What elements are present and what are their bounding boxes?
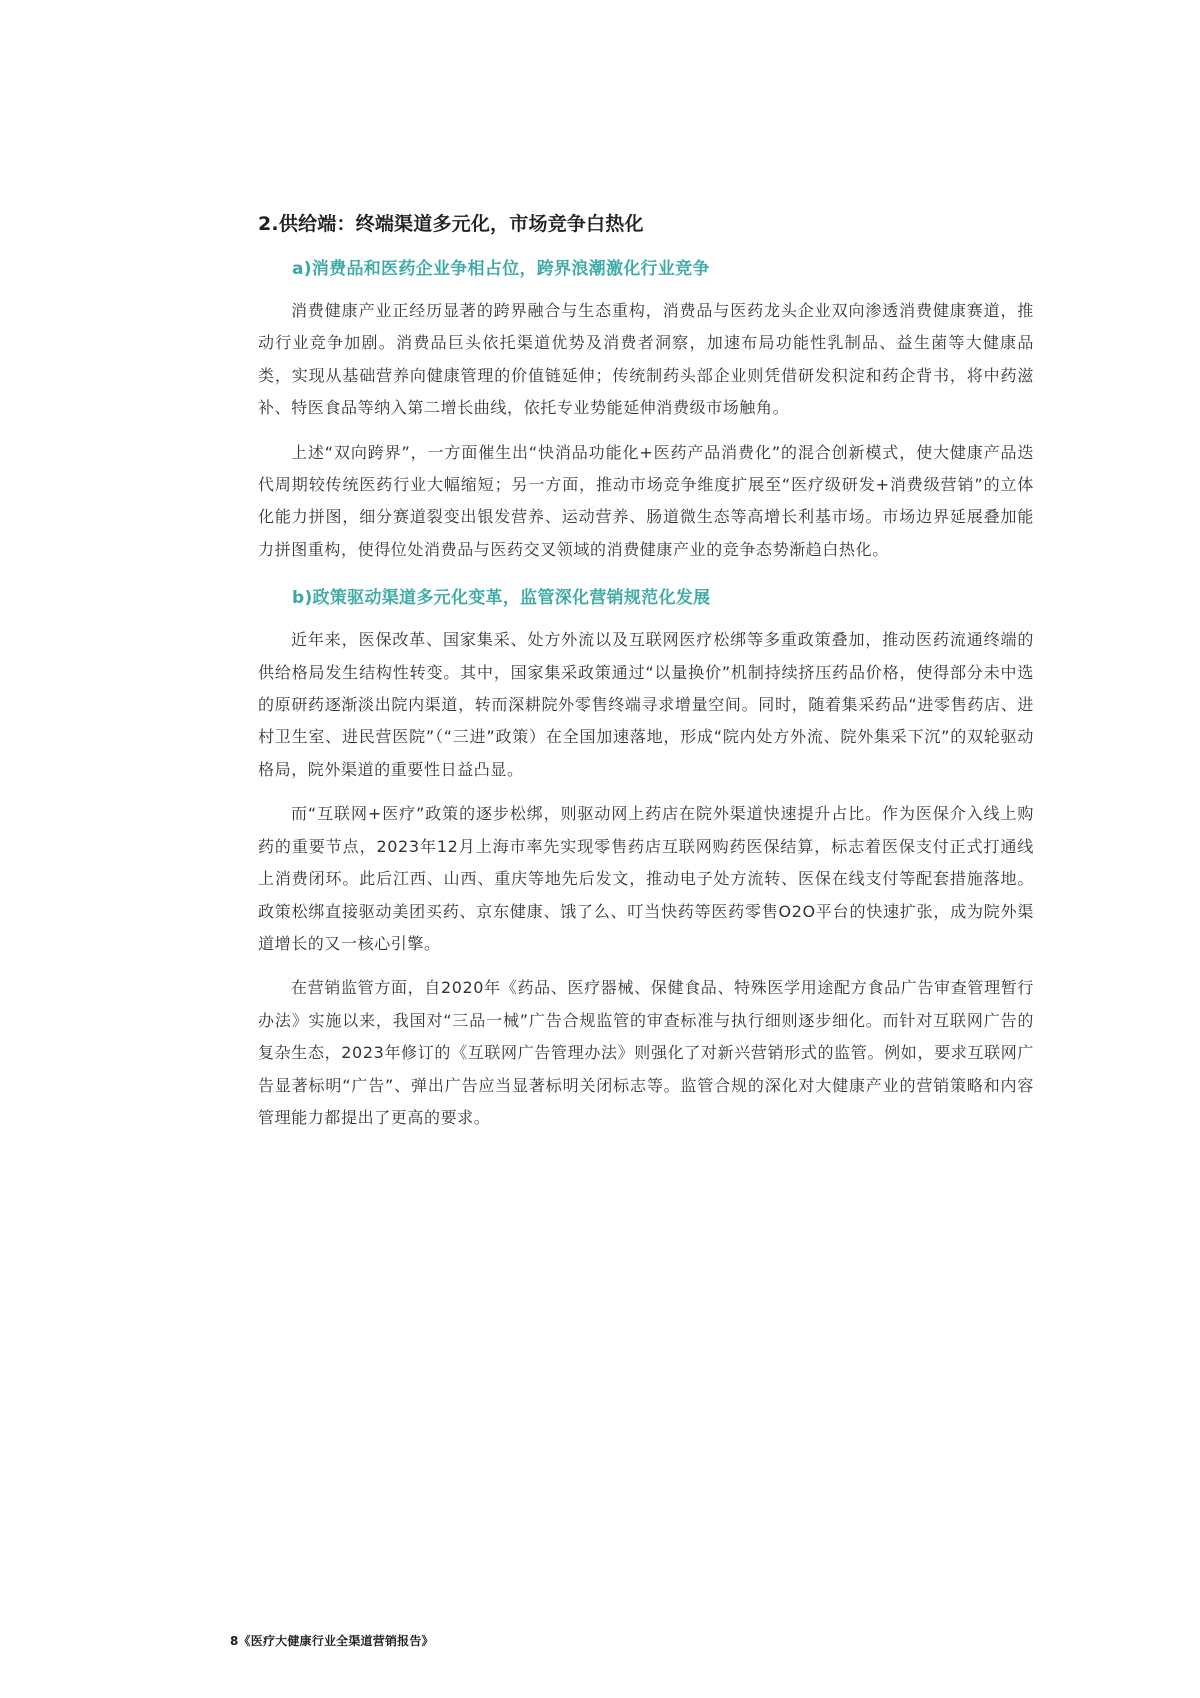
paragraph-b1: 近年来，医保改革、国家集采、处方外流以及互联网医疗松绑等多重政策叠加，推动医药流通终端的供给格局发生结构性转变。其中，国家集采政策通过“以量换价”机制持续挤压药品价格，使得部分未中选的原研药逐渐淡出院内渠道，转而深耕院外零售终端寻求增量空间。同时，随着集采药品“进零售药店、进村卫生室、进民营医院”（“三进”政策）在全国加速落地，形成“院内处方外流、院外集采下沉”的双轮驱动格局，院外渠道的重要性日益凸显。: [258, 630, 1034, 779]
section-heading: 2.供给端：终端渠道多元化，市场竞争白热化: [258, 213, 644, 235]
paragraph-b3: 在营销监管方面，自2020年《药品、医疗器械、保健食品、特殊医学用途配方食品广告审查管理暂行办法》实施以来，我国对“三品一械”广告合规监管的审查标准与执行细则逐步细化。而针对互联网广告的复杂生态，2023年修订的《互联网广告管理办法》则强化了对新兴营销形式的监管。例如，要求互联网广告显著标明“广告”、弹出广告应当显著标明关闭标志等。监管合规的深化对大健康产业的营销策略和内容管理能力都提出了更高的要求。: [258, 978, 1034, 1127]
page-footer: 8《医疗大健康行业全渠道营销报告》: [230, 1634, 434, 1648]
paragraph-a2: 上述“双向跨界”，一方面催生出“快消品功能化+医药产品消费化”的混合创新模式，使大健康产品迭代周期较传统医药行业大幅缩短；另一方面，推动市场竞争维度扩展至“医疗级研发+消费级营销”的立体化能力拼图，细分赛道裂变出银发营养、运动营养、肠道微生态等高增长利基市场。市场边界延展叠加能力拼图重构，使得位处消费品与医药交叉领域的消费健康产业的竞争态势渐趋白热化。: [258, 442, 1034, 559]
paragraph-a1: 消费健康产业正经历显著的跨界融合与生态重构，消费品与医药龙头企业双向渗透消费健康赛道，推动行业竞争加剧。消费品巨头依托渠道优势及消费者洞察，加速布局功能性乳制品、益生菌等大健康品类，实现从基础营养向健康管理的价值链延伸；传统制药头部企业则凭借研发积淀和药企背书，将中药滋补、特医食品等纳入第二增长曲线，依托专业势能延伸消费级市场触角。: [258, 301, 1034, 418]
subsection-b-heading: b)政策驱动渠道多元化变革，监管深化营销规范化发展: [292, 588, 711, 609]
page-content: [258, 210, 1034, 1146]
paragraph-b2: 而“互联网+医疗”政策的逐步松绑，则驱动网上药店在院外渠道快速提升占比。作为医保介入线上购药的重要节点，2023年12月上海市率先实现零售药店互联网购药医保结算，标志着医保支付正式打通线上消费闭环。此后江西、山西、重庆等地先后发文，推动电子处方流转、医保在线支付等配套措施落地。政策松绑直接驱动美团买药、京东健康、饿了么、叮当快药等医药零售O2O平台的快速扩张，成为院外渠道增长的又一核心引擎。: [258, 804, 1034, 953]
subsection-a-heading: a)消费品和医药企业争相占位，跨界浪潮激化行业竞争: [292, 259, 710, 279]
subsection-b: [258, 584, 1034, 1134]
subsection-a: [258, 255, 1034, 566]
